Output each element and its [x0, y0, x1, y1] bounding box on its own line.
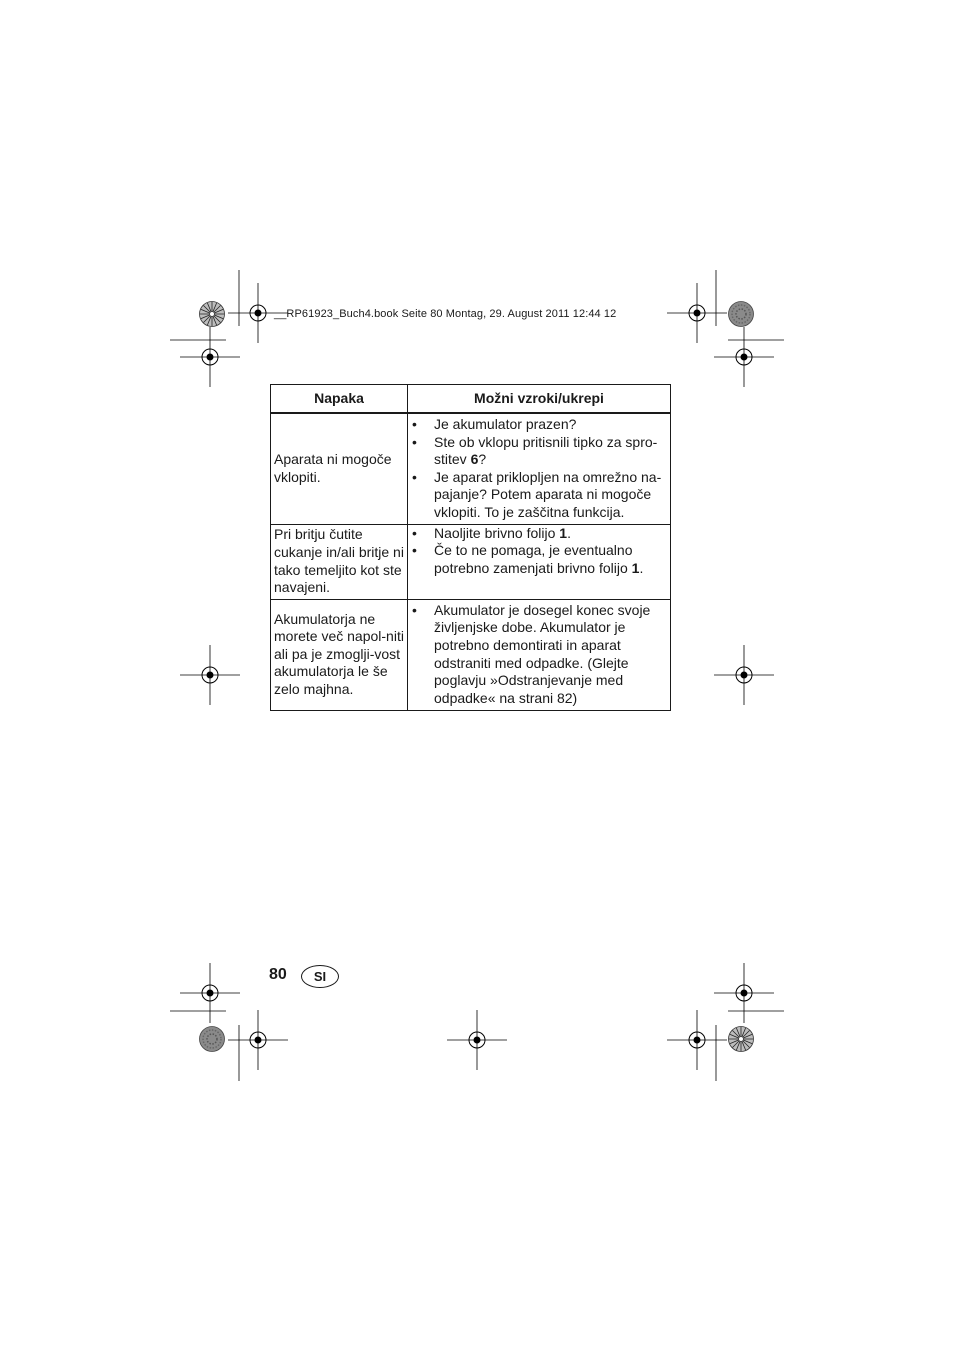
problem-cell: Akumulatorja ne morete več napol-niti ali pa je zmoglji-vost akumulatorja le še zelo majhna. [271, 599, 408, 710]
language-badge: SI [301, 965, 339, 988]
remedy-item: • Naoljite brivno folijo 1. [410, 525, 664, 543]
remedies-cell [408, 413, 671, 524]
remedy-item: • Je aparat priklopljen na omrežno na-pajanje? Potem aparata ni mogoče vklopiti. To je zaščitna funkcija. [410, 469, 664, 522]
remedy-item: • Če to ne pomaga, je eventualno potrebno zamenjati brivno folijo 1. [410, 542, 664, 577]
table-header-row [271, 385, 671, 414]
header-problem: Napaka [271, 385, 408, 414]
problem-cell: Pri britju čutite cukanje in/ali britje ni tako temeljito kot ste navajeni. [271, 524, 408, 599]
page-number: 80 [269, 966, 287, 983]
table-row [271, 599, 671, 710]
table-row [271, 524, 671, 599]
problem-cell: Aparata ni mogoče vklopiti. [271, 413, 408, 524]
troubleshooting-table [270, 384, 671, 711]
remedy-item: • Akumulator je dosegel konec svoje življenjske dobe. Akumulator je potrebno demontirati in aparat odstraniti med odpadke. (Glejte poglavju »Odstranjevanje med odpadke« na strani 82) [410, 602, 664, 708]
table-row [271, 413, 671, 524]
remedies-cell [408, 599, 671, 710]
remedy-item: • Ste ob vklopu pritisnili tipko za spro-stitev 6? [410, 434, 664, 469]
header-remedies: Možni vzroki/ukrepi [408, 385, 671, 414]
remedy-item: • Je akumulator prazen? [410, 416, 664, 434]
print-header: __RP61923_Buch4.book Seite 80 Montag, 29. August 2011 12:44 12 [274, 308, 617, 320]
remedies-cell [408, 524, 671, 599]
